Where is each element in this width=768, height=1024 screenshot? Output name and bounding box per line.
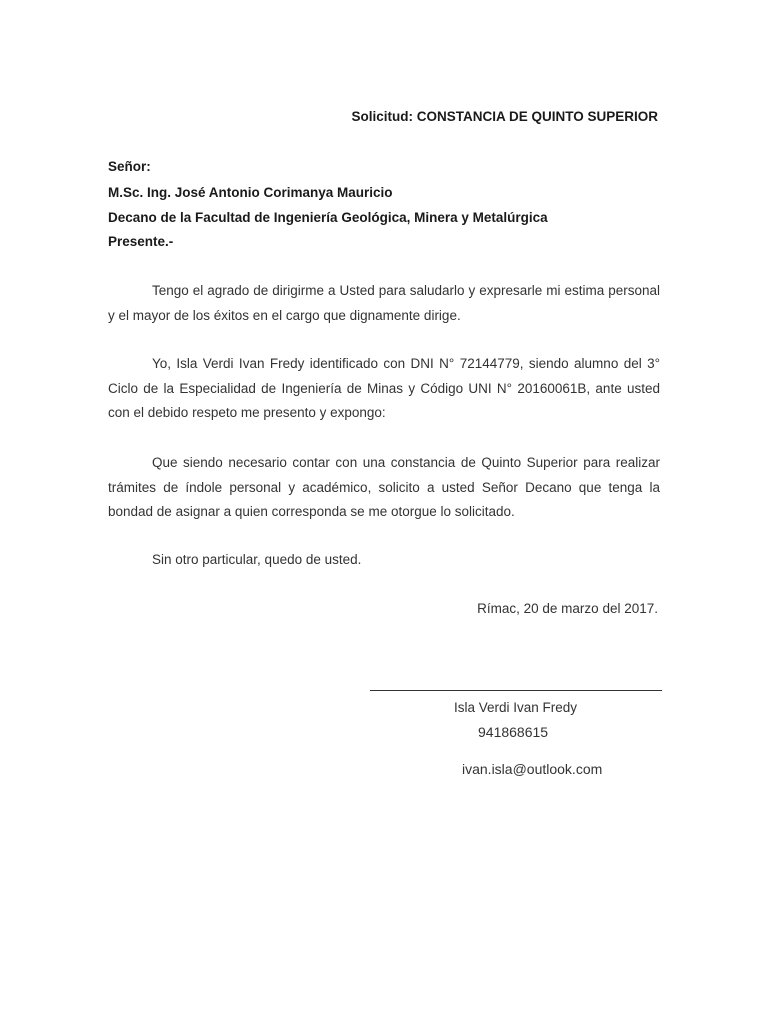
- date-line: Rímac, 20 de marzo del 2017.: [477, 601, 658, 616]
- paragraph-closing: [108, 548, 660, 573]
- recipient-name: M.Sc. Ing. José Antonio Corimanya Mauricio: [108, 185, 393, 200]
- recipient-presente: Presente.-: [108, 234, 174, 249]
- paragraph-greeting: [108, 279, 660, 328]
- paragraph-request: [108, 451, 660, 525]
- signature-line: [370, 690, 662, 691]
- recipient-position: Decano de la Facultad de Ingeniería Geológica, Minera y Metalúrgica: [108, 210, 548, 225]
- signature-name: Isla Verdi Ivan Fredy: [454, 700, 578, 715]
- paragraph-text: Sin otro particular, quedo de usted.: [152, 552, 362, 567]
- paragraph-identification: [108, 352, 660, 426]
- paragraph-text: Que siendo necesario contar con una constancia de Quinto Superior para realizar trámites de índole personal y académico, solicito a usted Señor Decano que tenga la bondad de asignar a quien corresponda se me otorgue lo solicitado.: [108, 455, 660, 519]
- signature-email: ivan.isla@outlook.com: [462, 761, 603, 777]
- letter-subject: Solicitud: CONSTANCIA DE QUINTO SUPERIOR: [351, 109, 658, 124]
- recipient-salutation: Señor:: [108, 159, 151, 174]
- signature-phone: 941868615: [478, 724, 549, 740]
- paragraph-text: Tengo el agrado de dirigirme a Usted para saludarlo y expresarle mi estima personal y el mayor de los éxitos en el cargo que dignamente dirige.: [108, 283, 660, 323]
- paragraph-text: Yo, Isla Verdi Ivan Fredy identificado con DNI N° 72144779, siendo alumno del 3° Ciclo de la Especialidad de Ingeniería de Minas y Código UNI N° 20160061B, ante usted con el debido respeto me presento y expongo:: [108, 356, 660, 420]
